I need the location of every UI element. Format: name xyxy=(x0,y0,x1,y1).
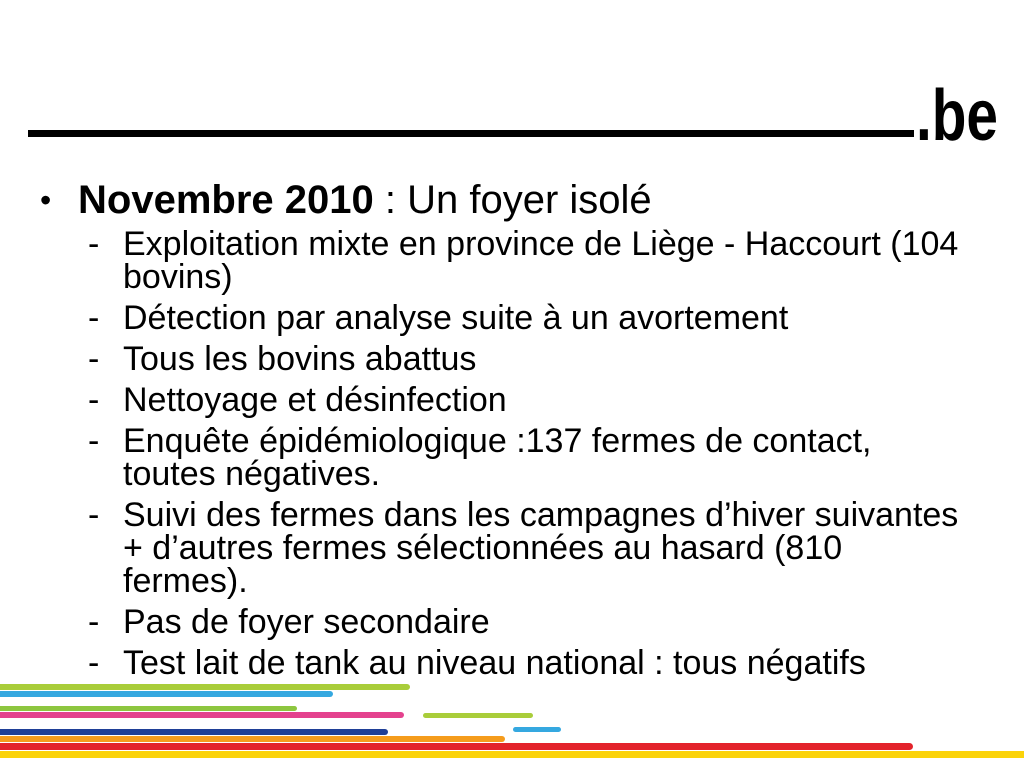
list-item-line: fermes). xyxy=(123,562,248,600)
bullet-marker: • xyxy=(40,182,52,218)
list-item-line: Exploitation mixte en province de Liège - Haccourt (104 xyxy=(123,225,959,263)
dash-marker: - xyxy=(88,340,100,378)
list-item-line: Suivi des fermes dans les campagnes d’hiver suivantes xyxy=(123,496,959,534)
dash-marker: - xyxy=(88,422,100,460)
decorative-stripe xyxy=(0,743,913,750)
list-item xyxy=(0,422,1024,493)
list-item xyxy=(0,644,1024,682)
list-item xyxy=(0,225,1024,296)
bullet-heading-date: Novembre 2010 xyxy=(78,178,374,222)
decorative-stripe xyxy=(0,684,410,690)
decorative-stripe xyxy=(0,691,333,697)
list-item-line: toutes négatives. xyxy=(123,455,381,493)
decorative-stripe xyxy=(0,751,1024,758)
decorative-stripe xyxy=(0,706,297,711)
list-item-line: + d’autres fermes sélectionnées au hasard (810 xyxy=(123,529,843,567)
list-item xyxy=(0,340,1024,378)
main-bullet xyxy=(0,178,1024,222)
list-item-line: Pas de foyer secondaire xyxy=(123,603,490,641)
list-item-line: Tous les bovins abattus xyxy=(123,340,477,378)
decorative-stripe xyxy=(423,713,533,718)
dash-marker: - xyxy=(88,644,100,682)
dash-marker: - xyxy=(88,299,100,337)
decorative-stripe xyxy=(0,729,388,735)
list-item-line: bovins) xyxy=(123,258,233,296)
list-item xyxy=(0,496,1024,600)
decorative-stripe xyxy=(0,736,505,742)
dash-marker: - xyxy=(88,496,100,534)
dash-marker: - xyxy=(88,225,100,263)
list-item-line: Nettoyage et désinfection xyxy=(123,381,507,419)
dash-marker: - xyxy=(88,603,100,641)
decorative-stripe xyxy=(0,712,404,718)
list-item-line: Enquête épidémiologique :137 fermes de contact, xyxy=(123,422,872,460)
bullet-heading-rest: : Un foyer isolé xyxy=(384,178,652,222)
list-item xyxy=(0,603,1024,641)
be-logo xyxy=(912,76,1004,156)
list-item xyxy=(0,381,1024,419)
list-item-line: Test lait de tank au niveau national : tous négatifs xyxy=(123,644,866,682)
dash-marker: - xyxy=(88,381,100,419)
be-logo-text: .be xyxy=(916,76,998,156)
decorative-stripe xyxy=(513,727,561,732)
list-item xyxy=(0,299,1024,337)
list-item-line: Détection par analyse suite à un avortement xyxy=(123,299,789,337)
header-rule xyxy=(28,130,914,137)
main-bullet-text xyxy=(78,178,652,222)
sub-bullet-list xyxy=(0,225,1024,682)
